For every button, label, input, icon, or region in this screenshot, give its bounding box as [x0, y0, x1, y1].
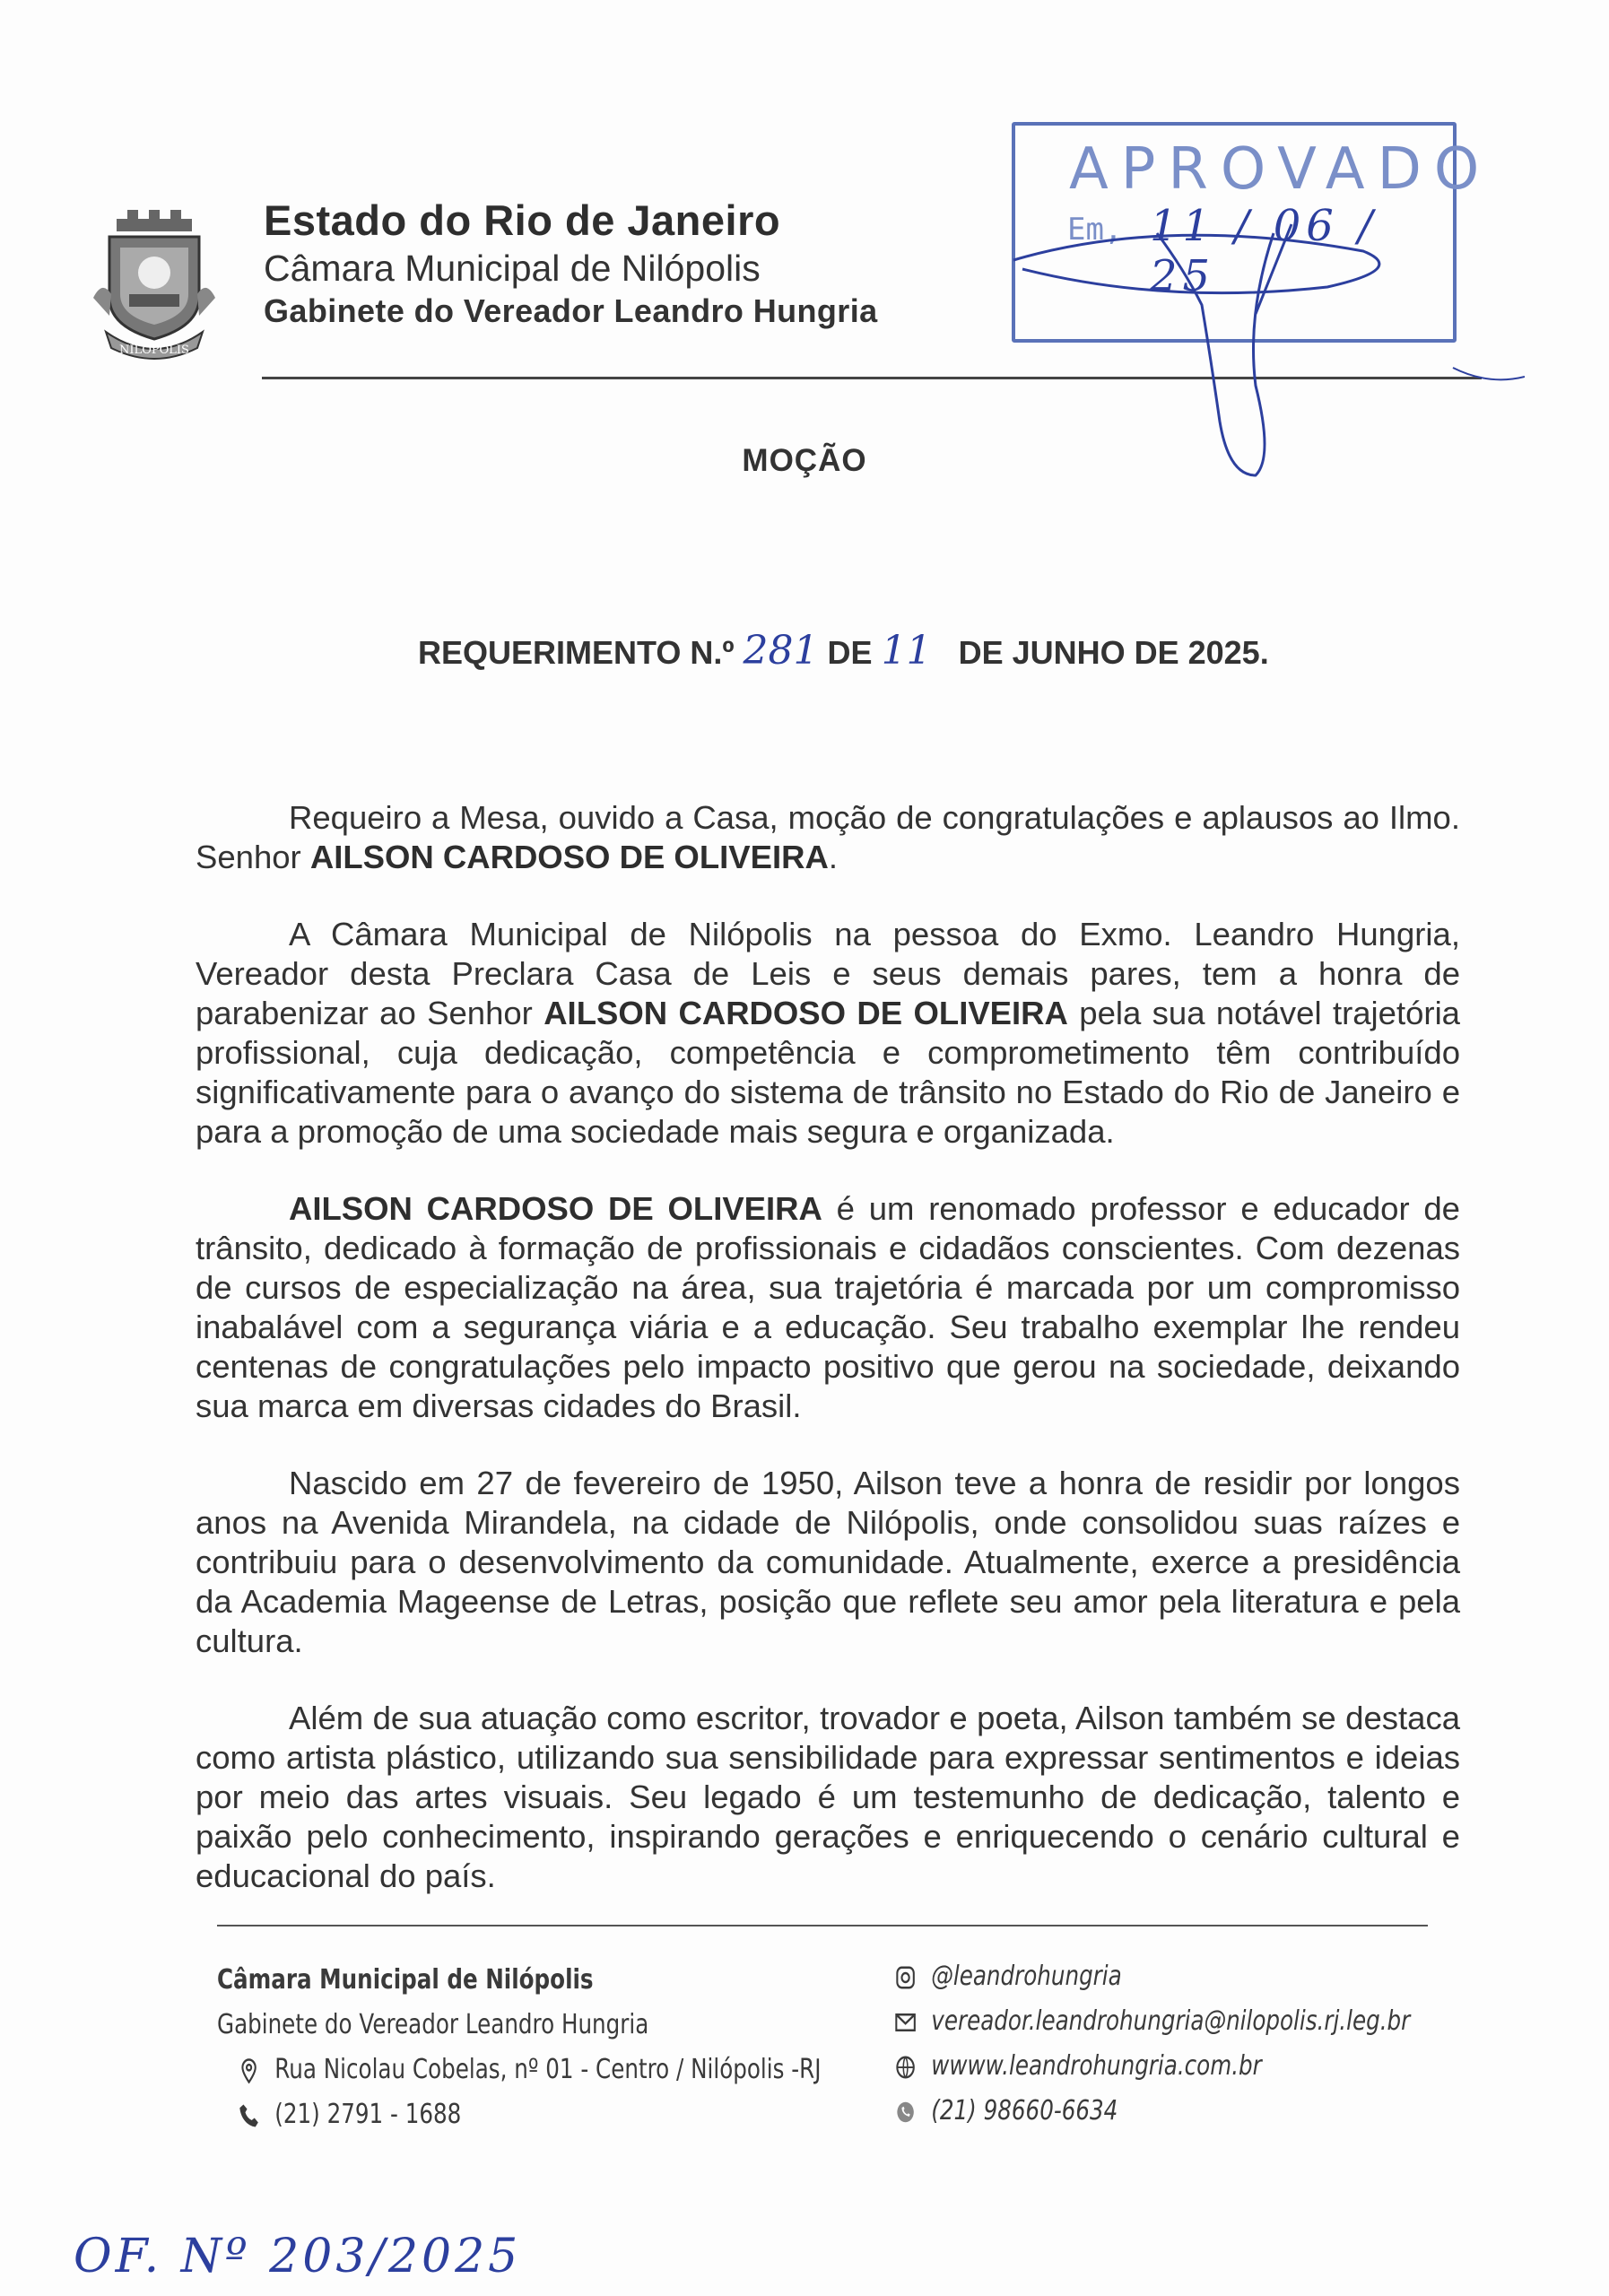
- globe-icon: [891, 2054, 919, 2081]
- footer-whatsapp: [891, 2095, 1118, 2126]
- footer-org: Câmara Municipal de Nilópolis: [217, 1964, 594, 1996]
- municipal-crest-icon: [93, 208, 215, 361]
- footer-whatsapp-text: (21) 98660-6634: [931, 2095, 1118, 2126]
- footer-instagram: [891, 1961, 1122, 1992]
- footer-phone: [235, 2099, 461, 2130]
- footer-email: [891, 2005, 1410, 2037]
- document-title: MOÇÃO: [742, 443, 867, 478]
- request-day: 11: [881, 628, 932, 674]
- office-number-handwritten: OF. Nº 203/2025: [74, 2230, 522, 2283]
- p2-text-b: pela sua notável trajetória profissional, cuja dedicação, competência e comprometimento têm contribuído significativamente para o avanço do sistema de trânsito no Estado do Rio de Janeiro e para a promoção de uma sociedade mais segura e organizada.: [196, 995, 1460, 1150]
- footer-website: [891, 2050, 1262, 2082]
- motion-body: [196, 798, 1460, 1934]
- p3-honoree-name: AILSON CARDOSO DE OLIVEIRA: [289, 1190, 822, 1227]
- instagram-icon: [891, 1964, 919, 1991]
- footer-phone-text: (21) 2791 - 1688: [274, 2099, 462, 2130]
- p2-honoree-name: AILSON CARDOSO DE OLIVEIRA: [544, 995, 1068, 1031]
- footer-gabinete: Gabinete do Vereador Leandro Hungria: [217, 2009, 649, 2040]
- header-office: Gabinete do Vereador Leandro Hungria: [264, 292, 878, 329]
- whatsapp-icon: [891, 2099, 919, 2126]
- phone-icon: [235, 2102, 263, 2129]
- p1-honoree-name: AILSON CARDOSO DE OLIVEIRA: [309, 839, 829, 875]
- email-icon: [891, 2009, 919, 2036]
- p3-text: é um renomado professor e educador de trânsito, dedicado à formação de profissionais e cidadãos conscientes. Com dezenas de cursos de especialização na área, sua trajetória é marcada por um compromisso inabalável com a segurança viária e a educação. Seu trabalho exemplar lhe rendeu centenas de congratulações pelo impacto positivo que gerou na sociedade, deixando sua marca em diversas cidades do Brasil.: [196, 1190, 1460, 1424]
- stamp-title: APROVADO: [1069, 136, 1492, 203]
- footer-address-text: Rua Nicolau Cobelas, nº 01 - Centro / Nilópolis -RJ: [274, 2054, 822, 2085]
- footer-address: [235, 2054, 821, 2085]
- location-pin-icon: [235, 2057, 263, 2084]
- request-suffix: DE JUNHO DE 2025.: [958, 634, 1269, 671]
- p1-text-b: .: [828, 839, 838, 875]
- request-de: DE: [827, 634, 873, 671]
- request-number: 281: [743, 628, 819, 674]
- paragraph-1: [196, 798, 1460, 877]
- footer-divider: [217, 1925, 1428, 1926]
- request-prefix: REQUERIMENTO N.º: [418, 634, 735, 671]
- stamp-em-label: Em,: [1067, 212, 1123, 248]
- header-chamber: Câmara Municipal de Nilópolis: [264, 248, 761, 289]
- p1-text-a: Requeiro a Mesa, ouvido a Casa, moção de congratulações e aplausos ao Ilmo. Senhor: [196, 799, 1460, 875]
- paragraph-5: Além de sua atuação como escritor, trovador e poeta, Ailson também se destaca como artista plástico, utilizando sua sensibilidade para expressar sentimentos e ideias por meio das artes visuais. Seu legado é um testemunho de dedicação, talento e paixão pelo conhecimento, inspirando gerações e enriquecendo o cenário cultural e educacional do país.: [196, 1700, 1460, 1894]
- header-state: Estado do Rio de Janeiro: [264, 196, 781, 244]
- p2-text-a: A Câmara Municipal de Nilópolis na pessoa do Exmo. Leandro Hungria, Vereador desta Preclara Casa de Leis e seus demais pares, tem a honra de parabenizar ao Senhor: [196, 916, 1460, 1031]
- footer-email-text: vereador.leandrohungria@nilopolis.rj.leg.br: [931, 2005, 1411, 2037]
- paragraph-3: [196, 1189, 1460, 1426]
- paragraph-4: Nascido em 27 de fevereiro de 1950, Ailson teve a honra de residir por longos anos na Avenida Mirandela, na cidade de Nilópolis, onde consolidou suas raízes e contribuiu para o desenvolvimento da comunidade. Atualmente, exerce a presidência da Academia Mageense de Letras, posição que reflete seu amor pela literatura e pela cultura.: [196, 1465, 1460, 1659]
- request-line: [418, 628, 1269, 674]
- stamp-date: 11 / 06 / 25: [1150, 201, 1379, 301]
- footer-website-text: wwww.leandrohungria.com.br: [931, 2050, 1262, 2082]
- crest-label: NILÓPOLIS: [119, 344, 189, 357]
- footer-instagram-text: @leandrohungria: [931, 1961, 1122, 1992]
- paragraph-2: [196, 915, 1460, 1152]
